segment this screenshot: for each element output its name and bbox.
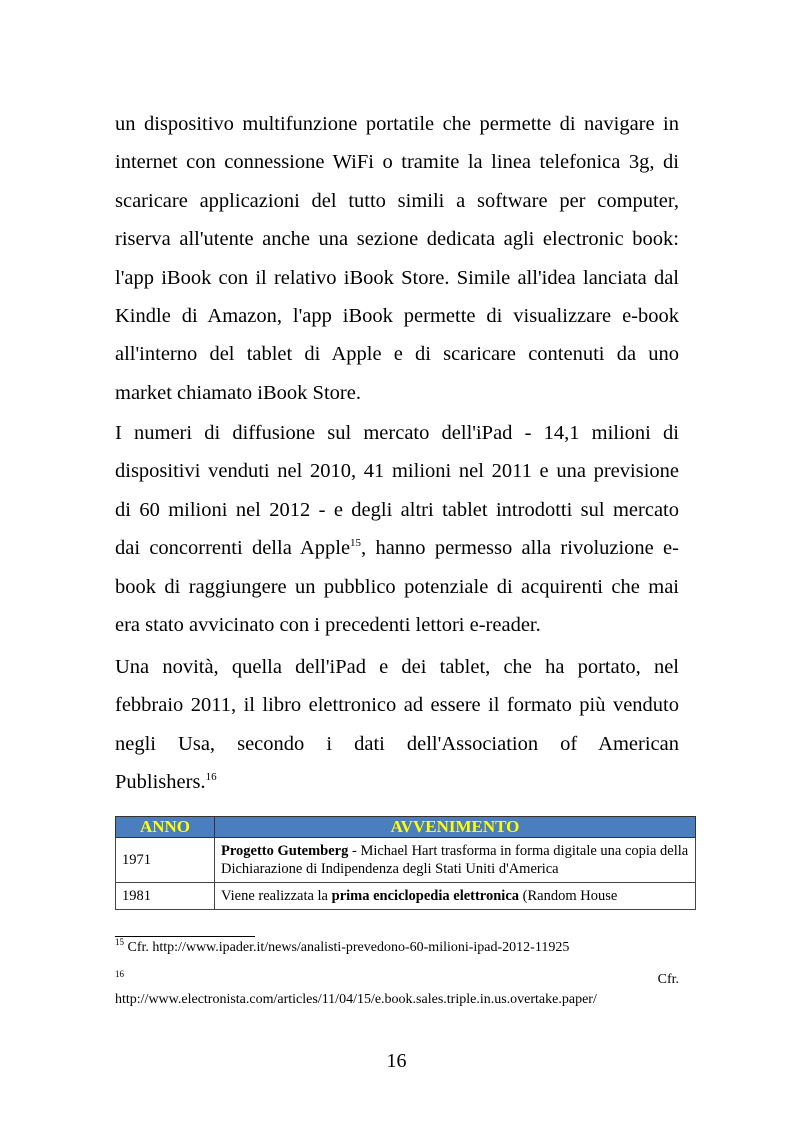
- footnote-ref-15[interactable]: 15: [350, 537, 362, 550]
- footnote-16-url[interactable]: http://www.electronista.com/articles/11/04/15/e.book.sales.triple.in.us.overtake.paper/: [115, 992, 597, 1007]
- event-cell: [215, 838, 696, 883]
- footnote-cfr: Cfr.: [657, 972, 679, 987]
- page-number: 16: [386, 1050, 407, 1072]
- table-row: [116, 883, 696, 910]
- text-line: all'interno del tablet di Apple e di scaricare contenuti da uno: [115, 343, 679, 366]
- text-line: book di raggiungere un pubblico potenziale di acquirenti che mai: [115, 575, 679, 598]
- year-cell: 1971: [116, 838, 215, 883]
- text-line: Una novità, quella dell'iPad e dei tablet, che ha portato, nel: [115, 656, 679, 678]
- footnote-text[interactable]: Cfr. http://www.ipader.it/news/analisti-prevedono-60-milioni-ipad-2012-11925: [124, 940, 570, 955]
- footnote-15: [115, 937, 679, 956]
- paragraph-1: [115, 105, 679, 412]
- text-line-with-footnote: [115, 529, 679, 567]
- text-line: era stato avvicinato con i precedenti lettori e-reader.: [115, 613, 541, 636]
- text-line: un dispositivo multifunzione portatile che permette di navigare in: [115, 113, 679, 135]
- event-text: Viene realizzata la: [221, 888, 332, 904]
- text-line: I numeri di diffusione sul mercato dell'iPad - 14,1 milioni di: [115, 422, 679, 444]
- event-cell: [215, 883, 696, 910]
- table-row: [116, 838, 696, 883]
- event-text: - Michael Hart trasforma in forma digitale una copia della Dichiarazione di Indipendenza degli Stati Uniti d'America: [221, 843, 689, 877]
- text-line: di 60 milioni nel 2012 - e degli altri tablet introdotti sul mercato: [115, 498, 679, 521]
- year-cell: 1981: [116, 883, 215, 910]
- text-line: internet con connessione WiFi o tramite la linea telefonica 3g, di: [115, 151, 679, 174]
- paragraph-3: [115, 648, 679, 802]
- footnote-16-first-line: [115, 969, 679, 992]
- text-line: l'app iBook con il relativo iBook Store. Simile all'idea lanciata dal: [115, 266, 679, 289]
- footnote-ref-16[interactable]: 16: [205, 771, 217, 784]
- text-fragment: Publishers.: [115, 771, 206, 794]
- event-title: prima enciclopedia elettronica: [331, 888, 520, 904]
- header-avvenimento: AVVENIMENTO: [215, 817, 696, 838]
- text-line: market chiamato iBook Store.: [115, 381, 361, 404]
- event-text: (Random House: [519, 888, 618, 904]
- footnote-number: 15: [115, 937, 124, 947]
- text-line-with-footnote: [115, 763, 679, 801]
- footnote-separator: [115, 936, 255, 937]
- text-line: riserva all'utente anche una sezione dedicata agli electronic book:: [115, 228, 679, 251]
- text-fragment: , hanno permesso alla rivoluzione e-: [361, 537, 679, 560]
- paragraph-2: [115, 414, 679, 644]
- events-table: [115, 816, 696, 910]
- footnote-number: 16: [115, 969, 124, 979]
- text-fragment: dai concorrenti della Apple: [115, 537, 351, 560]
- header-anno: ANNO: [116, 817, 215, 838]
- text-line: dispositivi venduti nel 2010, 41 milioni nel 2011 e una previsione: [115, 460, 679, 483]
- event-title: Progetto Gutemberg: [221, 843, 349, 859]
- table-header-row: [116, 817, 696, 838]
- text-line: scaricare applicazioni del tutto simili a software per computer,: [115, 189, 679, 212]
- text-line: negli Usa, secondo i dati dell'Association of American: [115, 732, 679, 755]
- text-line: febbraio 2011, il libro elettronico ad essere il formato più venduto: [115, 694, 679, 717]
- text-line: Kindle di Amazon, l'app iBook permette di visualizzare e-book: [115, 304, 679, 327]
